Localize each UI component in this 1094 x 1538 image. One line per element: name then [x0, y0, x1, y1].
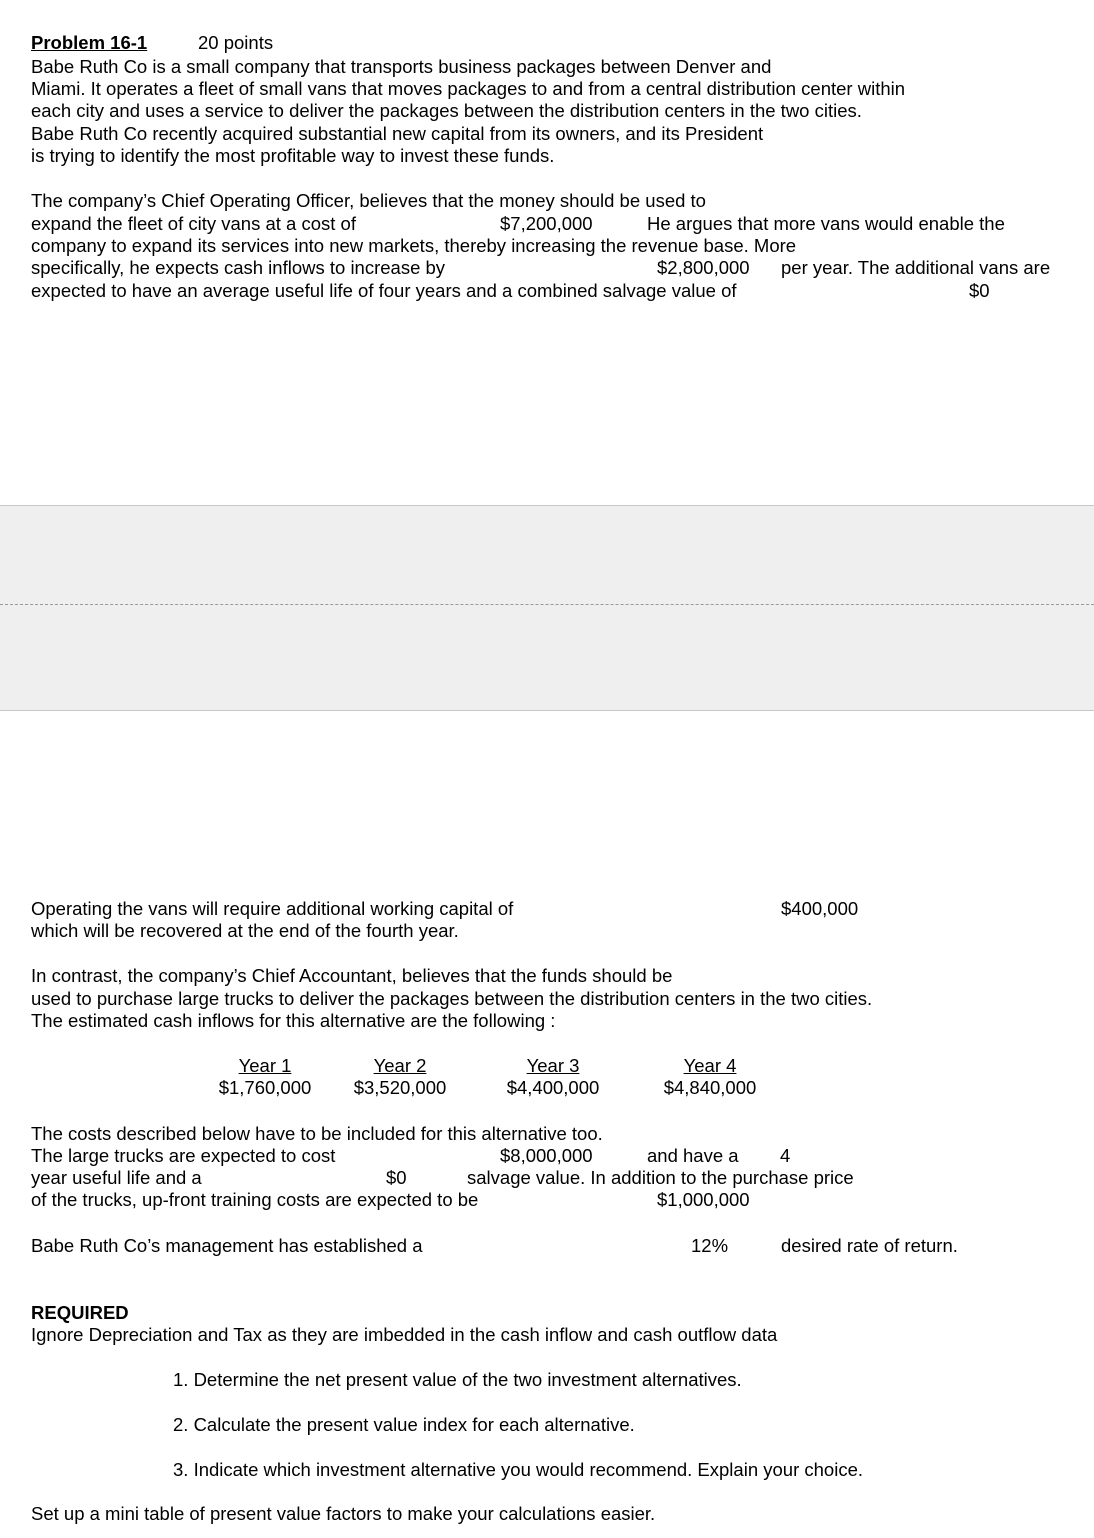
intro-line-5: is trying to identify the most profitable way to invest these funds. [31, 145, 555, 166]
year-4-header: Year 4 [683, 1055, 737, 1076]
problem-title: Problem 16-1 [31, 32, 148, 53]
rate-value: 12% [691, 1235, 729, 1256]
working-capital-line-1: Operating the vans will require additional working capital of [31, 898, 514, 919]
intro-line-4: Babe Ruth Co recently acquired substantial new capital from its owners, and its President [31, 123, 764, 144]
trucks-line-1: The costs described below have to be included for this alternative too. [31, 1123, 603, 1144]
page-break-line [0, 604, 1094, 605]
coo-line-3: company to expand its services into new markets, thereby increasing the revenue base. More [31, 235, 797, 256]
year-2-value: $3,520,000 [353, 1077, 447, 1098]
trucks-line-2b: and have a [647, 1145, 739, 1166]
problem-points: 20 points [198, 32, 274, 53]
intro-line-3: each city and uses a service to deliver the packages between the distribution centers in the two cities. [31, 100, 862, 121]
year-1-header: Year 1 [238, 1055, 292, 1076]
year-4-value: $4,840,000 [663, 1077, 757, 1098]
accountant-line-3: The estimated cash inflows for this alternative are the following : [31, 1010, 556, 1031]
rate-label-a: Babe Ruth Co’s management has established a [31, 1235, 423, 1256]
trucks-line-3b: salvage value. In addition to the purchase price [467, 1167, 854, 1188]
coo-line-2a: expand the fleet of city vans at a cost of [31, 213, 356, 234]
required-heading: REQUIRED [31, 1302, 129, 1323]
year-1-value: $1,760,000 [218, 1077, 312, 1098]
truck-cost-value: $8,000,000 [500, 1145, 593, 1166]
truck-life-value: 4 [780, 1145, 791, 1166]
required-item-3: 3. Indicate which investment alternative you would recommend. Explain your choice. [173, 1459, 863, 1480]
required-footer: Set up a mini table of present value factors to make your calculations easier. [31, 1503, 656, 1524]
accountant-line-1: In contrast, the company’s Chief Accountant, believes that the funds should be [31, 965, 673, 986]
year-2-header: Year 2 [373, 1055, 427, 1076]
year-3-header: Year 3 [526, 1055, 580, 1076]
training-cost-value: $1,000,000 [657, 1189, 750, 1210]
van-salvage-value: $0 [969, 280, 990, 301]
coo-line-5: expected to have an average useful life of four years and a combined salvage value of [31, 280, 737, 301]
trucks-line-3a: year useful life and a [31, 1167, 202, 1188]
trucks-line-2a: The large trucks are expected to cost [31, 1145, 336, 1166]
truck-salvage-value: $0 [386, 1167, 407, 1188]
required-item-1: 1. Determine the net present value of the two investment alternatives. [173, 1369, 742, 1390]
accountant-line-2: used to purchase large trucks to deliver the packages between the distribution centers in the two cities. [31, 988, 873, 1009]
coo-line-1: The company’s Chief Operating Officer, believes that the money should be used to [31, 190, 706, 211]
intro-line-1: Babe Ruth Co is a small company that transports business packages between Denver and [31, 56, 772, 77]
coo-line-4a: specifically, he expects cash inflows to increase by [31, 257, 446, 278]
required-item-2: 2. Calculate the present value index for each alternative. [173, 1414, 635, 1435]
coo-line-2b: He argues that more vans would enable the [647, 213, 1005, 234]
cash-inflow-value: $2,800,000 [657, 257, 750, 278]
trucks-line-4: of the trucks, up-front training costs are expected to be [31, 1189, 479, 1210]
rate-label-b: desired rate of return. [781, 1235, 958, 1256]
working-capital-value: $400,000 [781, 898, 859, 919]
coo-line-4b: per year. The additional vans are [781, 257, 1051, 278]
year-3-value: $4,400,000 [506, 1077, 600, 1098]
page-break-band [0, 505, 1094, 711]
van-cost-value: $7,200,000 [500, 213, 593, 234]
working-capital-line-2: which will be recovered at the end of the fourth year. [31, 920, 459, 941]
intro-line-2: Miami. It operates a fleet of small vans that moves packages to and from a central distribution center within [31, 78, 906, 99]
required-note: Ignore Depreciation and Tax as they are imbedded in the cash inflow and cash outflow data [31, 1324, 778, 1345]
